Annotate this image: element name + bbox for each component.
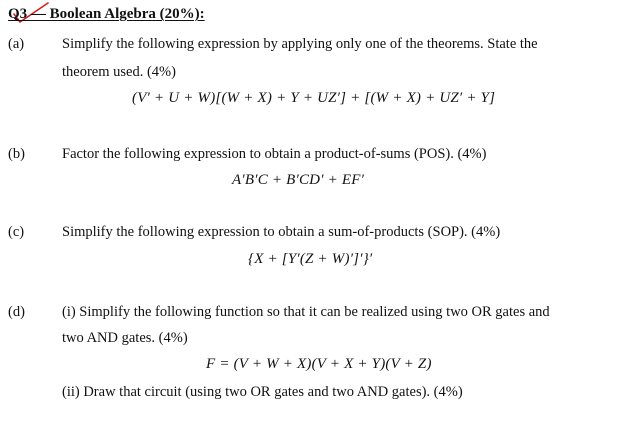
- part-d-line-2: two AND gates. (4%): [62, 330, 188, 346]
- question-heading: Q3 — Boolean Algebra (20%):: [8, 6, 205, 22]
- part-d-label: (d): [8, 304, 25, 320]
- part-d-sub-line: (ii) Draw that circuit (using two OR gates and two AND gates). (4%): [62, 384, 463, 400]
- part-a-label: (a): [8, 36, 25, 52]
- part-c-expression: {X + [Y′(Z + W)′]′}′: [248, 251, 373, 267]
- part-d-line-1: (i) Simplify the following function so that it can be realized using two OR gates and: [62, 304, 550, 320]
- part-c-line-1: Simplify the following expression to obtain a sum-of-products (SOP). (4%): [62, 224, 501, 240]
- part-a-line-2: theorem used. (4%): [62, 64, 176, 80]
- part-b-line-1: Factor the following expression to obtain a product-of-sums (POS). (4%): [62, 146, 487, 162]
- part-a-line-1: Simplify the following expression by applying only one of the theorems. State the: [62, 36, 538, 52]
- part-b-label: (b): [8, 146, 25, 162]
- part-d-expression: F = (V + W + X)(V + X + Y)(V + Z): [206, 356, 432, 372]
- part-a-expression: (V′ + U + W)[(W + X) + Y + UZ′] + [(W + X) + UZ′ + Y]: [132, 90, 496, 106]
- part-c-label: (c): [8, 224, 25, 240]
- part-b-expression: A′B′C + B′CD′ + EF′: [232, 172, 365, 188]
